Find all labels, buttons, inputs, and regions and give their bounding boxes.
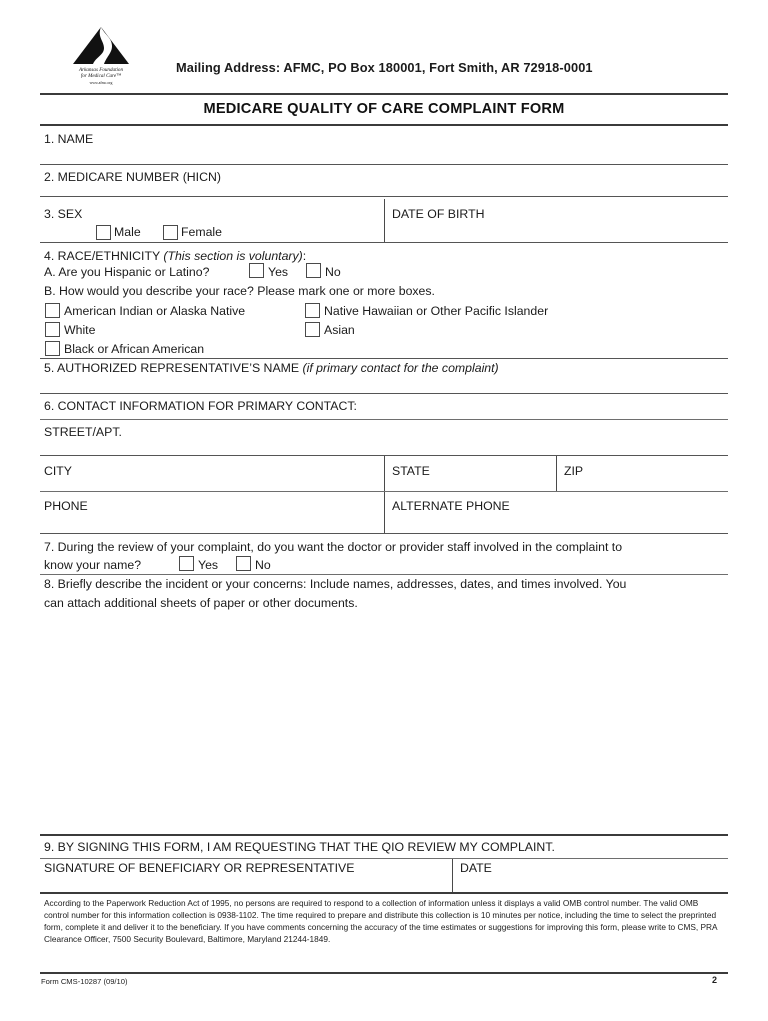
label-sex: 3. SEX bbox=[44, 207, 83, 221]
label-authorized-representative bbox=[44, 361, 499, 376]
checkbox-sex-female[interactable] bbox=[163, 225, 178, 240]
divider-name bbox=[40, 164, 728, 165]
divider-sex-row bbox=[40, 242, 728, 243]
divider-phone-alternate bbox=[384, 492, 385, 533]
label-name: 1. NAME bbox=[44, 132, 94, 146]
checkbox-q7-yes[interactable] bbox=[179, 556, 194, 571]
checkbox-hispanic-no[interactable] bbox=[306, 263, 321, 278]
divider-signature-top bbox=[40, 834, 728, 836]
checkbox-q7-no[interactable] bbox=[236, 556, 251, 571]
incident-description-area[interactable] bbox=[40, 614, 728, 836]
label-race-ethnicity-text: 4. RACE/ETHNICITY bbox=[44, 249, 164, 263]
label-city: CITY bbox=[44, 464, 73, 478]
label-phone: PHONE bbox=[44, 499, 88, 513]
label-date: DATE bbox=[460, 861, 492, 875]
divider-title bbox=[40, 124, 728, 126]
label-alternate-phone: ALTERNATE PHONE bbox=[392, 499, 510, 513]
divider-signature-date bbox=[452, 859, 453, 892]
label-race-asian: Asian bbox=[324, 323, 355, 337]
label-race-native-hawaiian: Native Hawaiian or Other Pacific Islander bbox=[324, 304, 549, 318]
checkbox-race-black[interactable] bbox=[45, 341, 60, 356]
label-q8-line1: 8. Briefly describe the incident or your concerns: Include names, addresses, dates, and times involved. You bbox=[44, 577, 627, 591]
checkbox-race-american-indian[interactable] bbox=[45, 303, 60, 318]
label-sex-male: Male bbox=[114, 225, 141, 239]
label-hispanic-yes: Yes bbox=[268, 265, 289, 279]
label-race-ethnicity bbox=[44, 249, 306, 264]
divider-sex-dob bbox=[384, 199, 385, 242]
checkbox-race-asian[interactable] bbox=[305, 322, 320, 337]
checkbox-race-native-hawaiian[interactable] bbox=[305, 303, 320, 318]
logo-text-line-3: www.afmc.org bbox=[89, 80, 113, 85]
afmc-logo bbox=[58, 26, 144, 92]
label-state: STATE bbox=[392, 464, 430, 478]
label-q7-line2: know your name? bbox=[44, 558, 142, 572]
divider-authorized-representative bbox=[40, 393, 728, 394]
divider-phone-row bbox=[40, 533, 728, 534]
label-hispanic-question: A. Are you Hispanic or Latino? bbox=[44, 265, 210, 279]
label-contact-information: 6. CONTACT INFORMATION FOR PRIMARY CONTACT: bbox=[44, 399, 357, 413]
label-race-question: B. How would you describe your race? Please mark one or more boxes. bbox=[44, 284, 435, 298]
label-race-american-indian: American Indian or Alaska Native bbox=[64, 304, 246, 318]
label-q7-no: No bbox=[255, 558, 271, 572]
mailing-address: Mailing Address: AFMC, PO Box 180001, Fort Smith, AR 72918-0001 bbox=[176, 60, 593, 75]
divider-race-section bbox=[40, 358, 728, 359]
label-sex-female: Female bbox=[181, 225, 223, 239]
label-street-apt: STREET/APT. bbox=[44, 425, 122, 439]
label-authorized-representative-text: 5. AUTHORIZED REPRESENTATIVE’S NAME bbox=[44, 361, 303, 375]
label-signature: SIGNATURE OF BENEFICIARY OR REPRESENTATIVE bbox=[44, 861, 355, 875]
checkbox-sex-male[interactable] bbox=[96, 225, 111, 240]
divider-footer bbox=[40, 972, 728, 974]
logo-text-line-1: Arkansas Foundation bbox=[78, 67, 123, 73]
divider-contact-header bbox=[40, 419, 728, 420]
label-race-ethnicity-colon: : bbox=[302, 249, 307, 263]
divider-header bbox=[40, 93, 728, 95]
label-race-white: White bbox=[64, 323, 96, 337]
label-q8-line2: can attach additional sheets of paper or other documents. bbox=[44, 596, 358, 610]
label-q7-line1: 7. During the review of your complaint, do you want the doctor or provider staff involved in the complaint to bbox=[44, 540, 623, 554]
form-number: Form CMS-10287 (09/10) bbox=[41, 977, 128, 986]
divider-signature-bottom bbox=[40, 892, 728, 894]
divider-q9 bbox=[40, 858, 728, 859]
divider-city-state bbox=[384, 456, 385, 491]
label-hispanic-no: No bbox=[325, 265, 341, 279]
label-zip: ZIP bbox=[564, 464, 584, 478]
divider-state-zip bbox=[556, 456, 557, 491]
divider-q7 bbox=[40, 574, 728, 575]
label-q9: 9. BY SIGNING THIS FORM, I AM REQUESTING THAT THE QIO REVIEW MY COMPLAINT. bbox=[44, 840, 555, 854]
paperwork-reduction-act-notice: According to the Paperwork Reduction Act of 1995, no persons are required to respond to a collection of information unless it displays a valid OMB control number. The valid OMB control number for this information collection is 0938-1102. The time required to prepare and distribute this collection is 10 minutes per notice, including the time to select the preprinted form, complete it and deliver it to the beneficiary. If you have comments concerning the accuracy of the time estimates or suggestions for improving this form, please write to CMS, PRA Clearance Officer, 7500 Security Boulevard, Baltimore, Maryland 21244-1849. bbox=[44, 898, 718, 944]
checkbox-race-white[interactable] bbox=[45, 322, 60, 337]
label-authorized-representative-note: (if primary contact for the complaint) bbox=[302, 361, 499, 375]
checkbox-hispanic-yes[interactable] bbox=[249, 263, 264, 278]
page-title: MEDICARE QUALITY OF CARE COMPLAINT FORM bbox=[203, 101, 565, 117]
label-race-ethnicity-note: (This section is voluntary) bbox=[163, 249, 303, 263]
page-number: 2 bbox=[712, 975, 718, 985]
label-date-of-birth: DATE OF BIRTH bbox=[392, 207, 485, 221]
divider-medicare-number bbox=[40, 196, 728, 197]
triangle-logo-icon bbox=[71, 26, 131, 66]
label-race-black: Black or African American bbox=[64, 342, 205, 356]
label-medicare-number: 2. MEDICARE NUMBER (HICN) bbox=[44, 170, 221, 184]
logo-text-line-2: for Medical Care™ bbox=[80, 72, 122, 79]
label-q7-yes: Yes bbox=[198, 558, 219, 572]
form-header bbox=[0, 0, 768, 95]
